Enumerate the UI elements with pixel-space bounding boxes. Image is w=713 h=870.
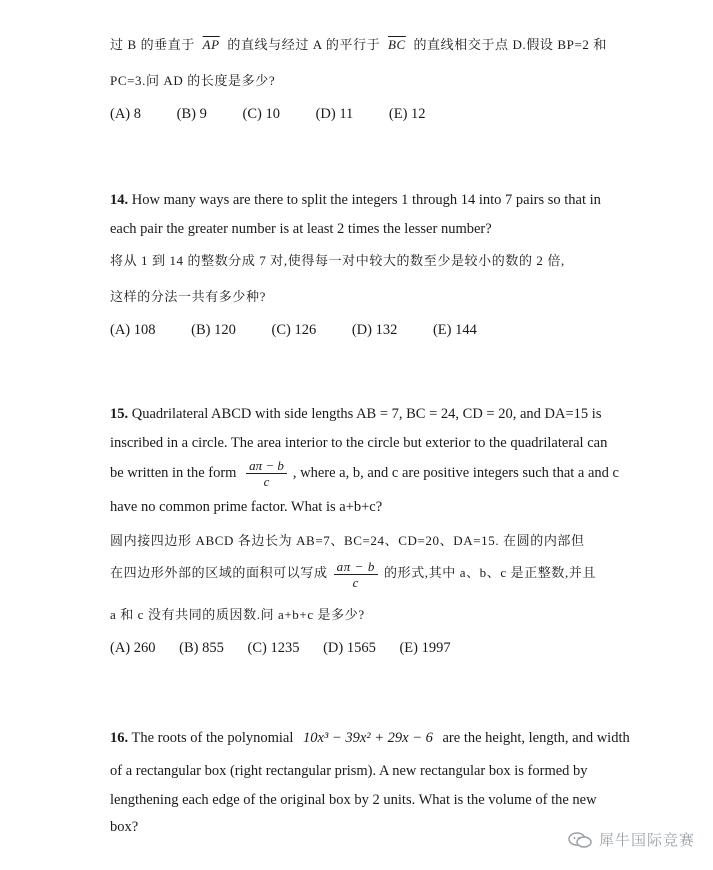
polynomial: 10x³ − 39x² + 29x − 6 — [303, 730, 433, 746]
fraction-denominator: c — [352, 574, 359, 590]
segment-ap: $\overline{AP}$ — [202, 37, 220, 52]
question-number: 16. — [110, 730, 129, 746]
q13-choices — [110, 104, 607, 124]
q15-line-1 — [110, 404, 607, 424]
q15-line-2: inscribed in a circle. The area interior to the circle but exterior to the quadrilateral can — [110, 435, 608, 451]
q16-text: The roots of the polynomial — [131, 730, 294, 746]
q15-line-3 — [110, 458, 619, 490]
q15-line-4: have no common prime factor. What is a+b+c? — [110, 499, 383, 515]
q14-cn-line-1: 将从 1 到 14 的整数分成 7 对,使得每一对中较大的数至少是较小的数的 2 倍, — [110, 253, 565, 268]
q13-text: 的直线与经过 A 的平行于 — [227, 37, 381, 52]
choice-c: (C) 10 — [242, 106, 280, 122]
choice-e: (E) 1997 — [399, 640, 451, 656]
q16-text: are the height, length, and width — [442, 730, 630, 746]
choice-b: (B) 9 — [176, 106, 207, 122]
choice-b: (B) 855 — [179, 640, 224, 656]
choice-b: (B) 120 — [191, 322, 236, 338]
q15-text: Quadrilateral ABCD with side lengths AB = 7, BC = 24, CD = 20, and DA=15 is — [131, 406, 602, 422]
choice-a: (A) 260 — [110, 640, 156, 656]
q15-text: , where a, b, and c are positive integers such that a and c — [292, 465, 619, 481]
q14-choices — [110, 320, 607, 340]
choice-d: (D) 132 — [351, 322, 398, 338]
choice-d: (D) 11 — [315, 106, 354, 122]
q15-cn-text: 的形式,其中 a、b、c 是正整数,并且 — [384, 565, 597, 580]
fraction-denominator: c — [263, 474, 270, 490]
q13-line-1 — [110, 35, 607, 55]
fraction-numerator: aπ − b — [334, 559, 378, 575]
q14-text: How many ways are there to split the integers 1 through 14 into 7 pairs so that in — [131, 192, 601, 208]
q15-cn-text: 在四边形外部的区域的面积可以写成 — [110, 565, 328, 580]
segment-bc: $\overline{BC}$ — [387, 37, 406, 52]
watermark-text: 犀牛国际竞赛 — [598, 831, 695, 849]
q13-line-2: PC=3.问 AD 的长度是多少? — [110, 73, 276, 88]
fraction-numerator: aπ − b — [246, 458, 287, 474]
q16-line-4: box? — [110, 819, 139, 835]
question-number: 14. — [110, 192, 129, 208]
question-number: 15. — [110, 406, 129, 422]
choice-a: (A) 108 — [110, 322, 156, 338]
choice-e: (E) 144 — [432, 322, 477, 338]
q15-cn-line-2 — [110, 558, 607, 590]
q15-choices — [110, 638, 607, 658]
q16-line-1 — [110, 728, 630, 748]
q15-cn-line-3: a 和 c 没有共同的质因数.问 a+b+c 是多少? — [110, 607, 365, 622]
q14-line-2: each pair the greater number is at least 2 times the lesser number? — [110, 221, 492, 237]
choice-c: (C) 1235 — [247, 640, 300, 656]
q14-cn-line-2: 这样的分法一共有多少种? — [110, 289, 266, 304]
q14-line-1 — [110, 190, 607, 210]
choice-e: (E) 12 — [388, 106, 426, 122]
q13-text: 的直线相交于点 D.假设 BP=2 和 — [413, 37, 607, 52]
q15-cn-line-1: 圆内接四边形 ABCD 各边长为 AB=7、BC=24、CD=20、DA=15. 在圆的内部但 — [110, 533, 585, 548]
choice-c: (C) 126 — [271, 322, 317, 338]
q13-text: 过 B 的垂直于 — [110, 37, 195, 52]
fraction — [334, 559, 378, 590]
choice-d: (D) 1565 — [323, 640, 376, 656]
wechat-icon — [567, 831, 593, 849]
q15-text: be written in the form — [110, 465, 237, 481]
watermark — [567, 829, 695, 850]
fraction — [246, 458, 287, 489]
q16-line-2: of a rectangular box (right rectangular prism). A new rectangular box is formed by — [110, 763, 588, 779]
choice-a: (A) 8 — [110, 106, 142, 122]
q16-line-3: lengthening each edge of the original box by 2 units. What is the volume of the new — [110, 792, 597, 808]
